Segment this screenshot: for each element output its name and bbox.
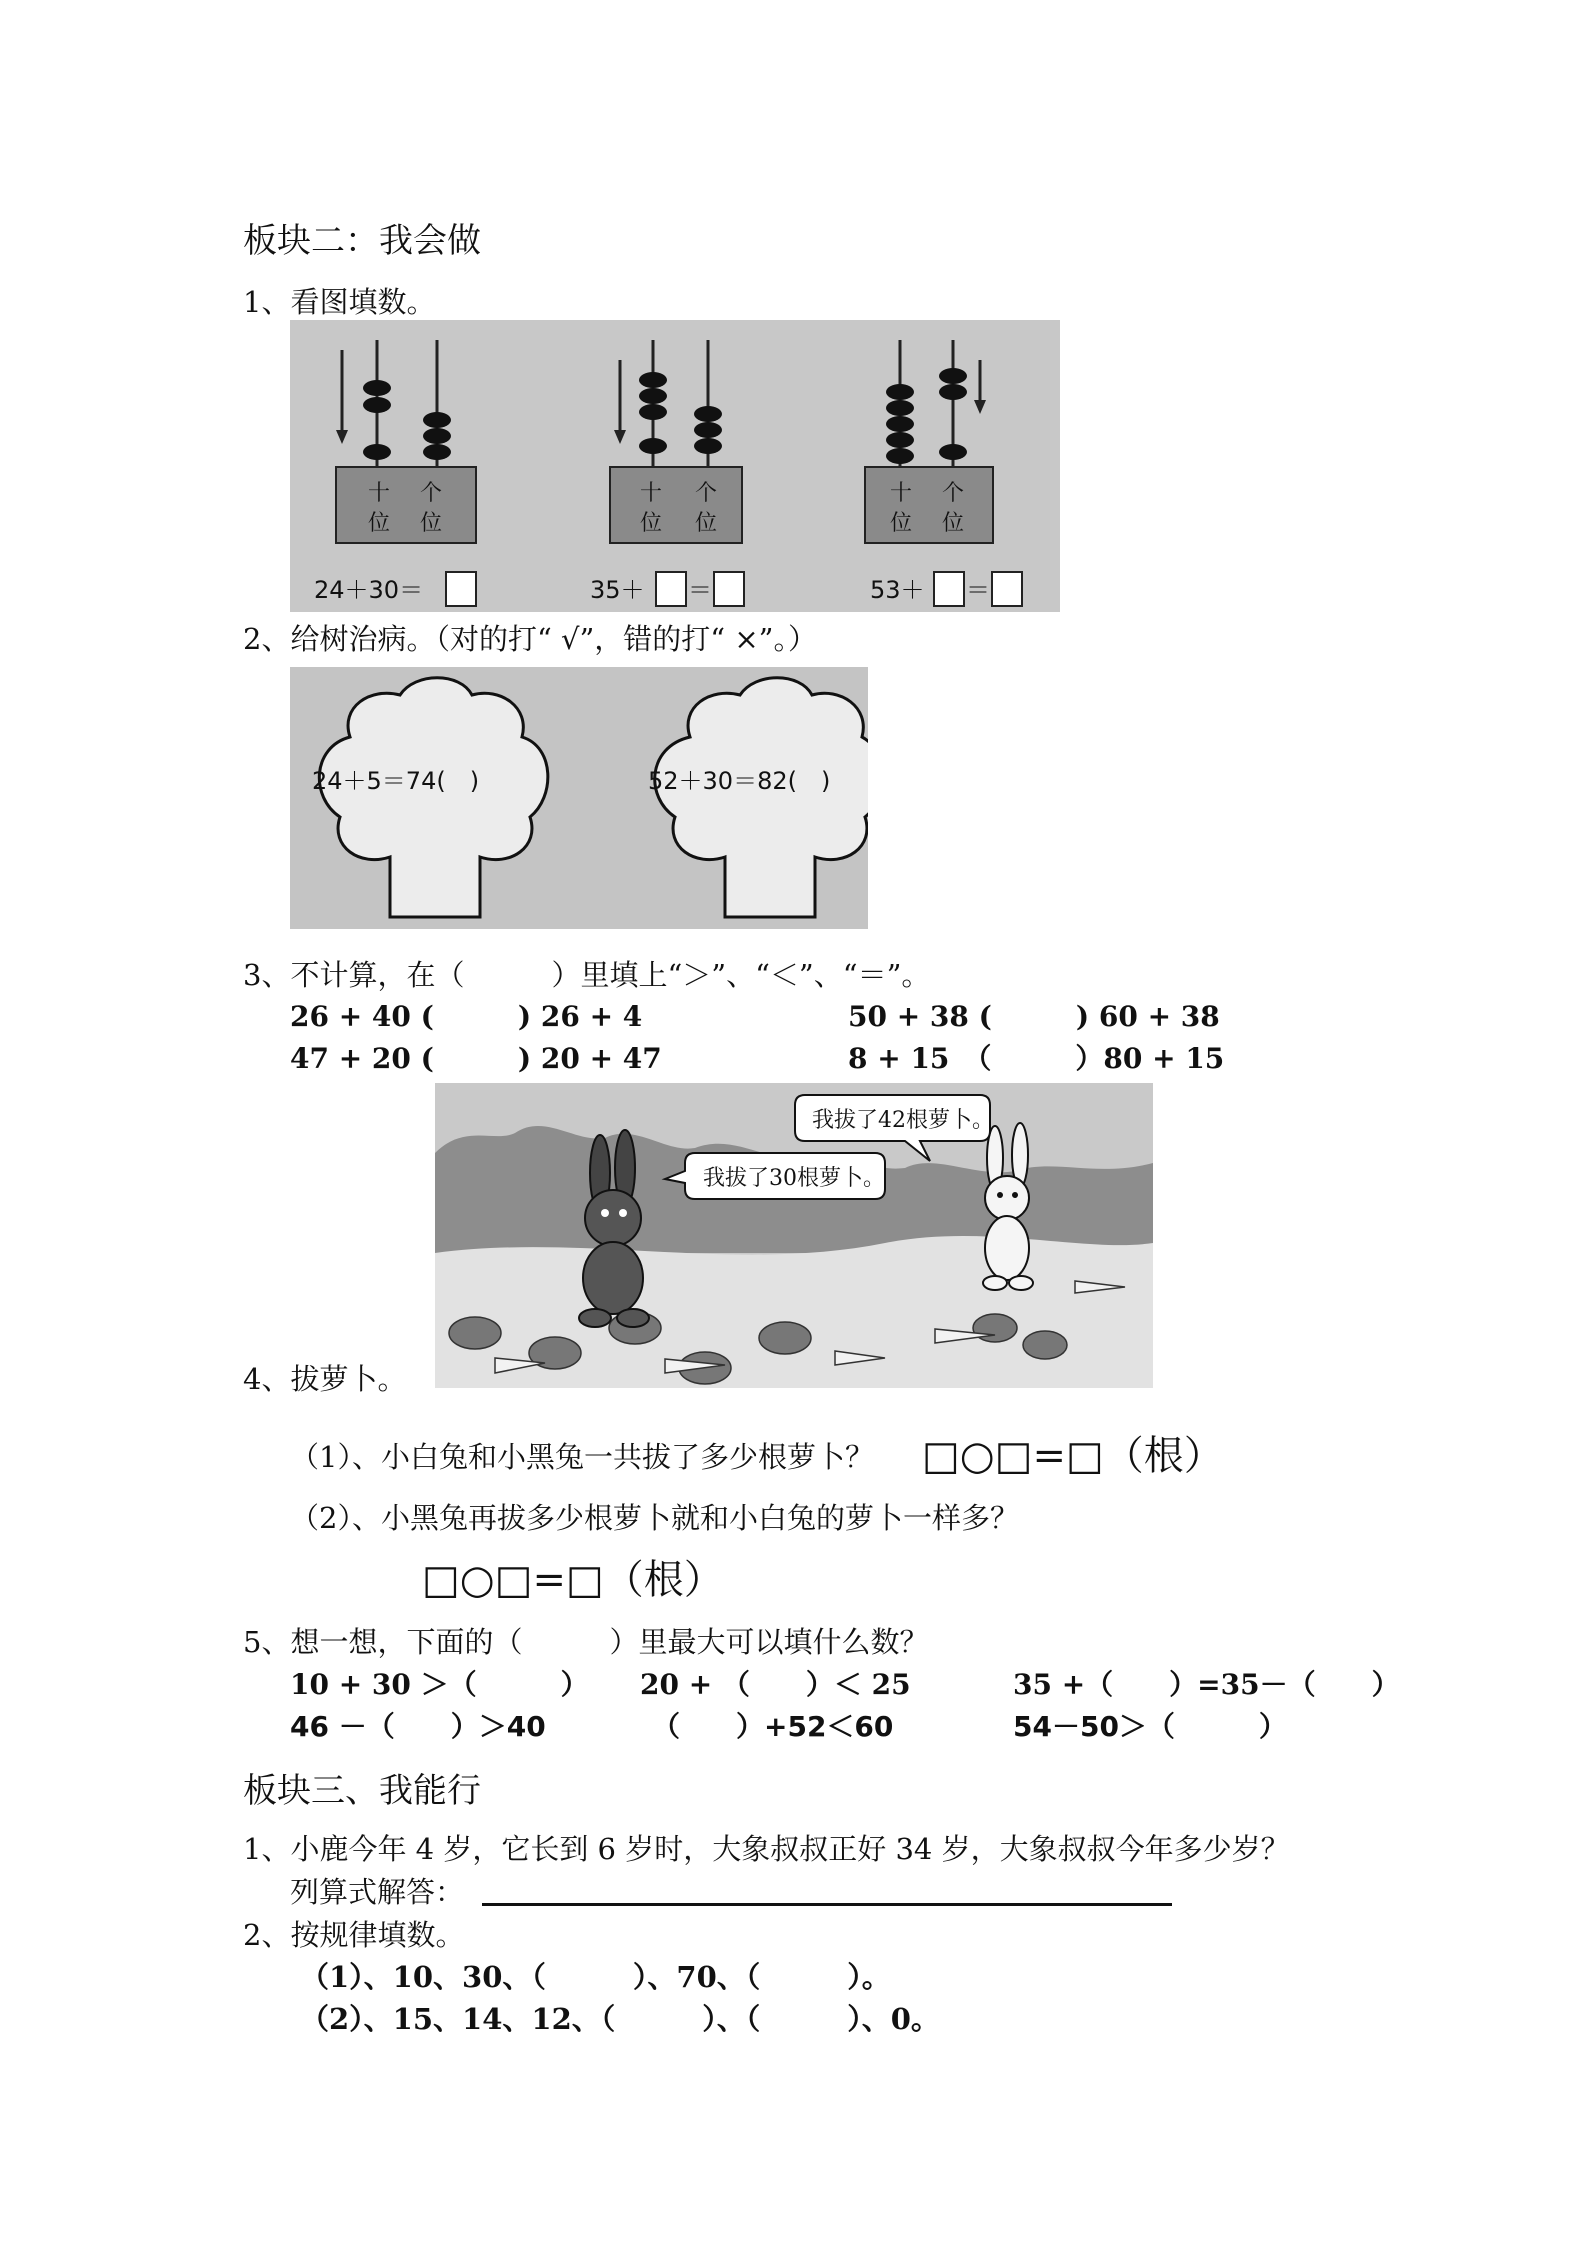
compare-item: 47 + 20 ( ) 20 + 47: [290, 1042, 662, 1075]
rabbits-picture: [435, 1083, 1153, 1388]
answer-prompt: 列算式解答：: [290, 1875, 465, 1909]
question-label: 1、看图填数。: [243, 285, 436, 319]
sequence-item: （1）、10、30、（ ）、70、（ ）。: [300, 1960, 891, 1994]
question-label: 3、不计算，在（ ）里填上“＞”、“＜”、“＝”。: [243, 958, 931, 992]
section-title: 板块三、我能行: [243, 1771, 481, 1811]
question-label: 1、小鹿今年 4 岁，它长到 6 岁时，大象叔叔正好 34 岁，大象叔叔今年多少岁？: [243, 1832, 1290, 1866]
svg-text:位: 位: [368, 511, 391, 536]
svg-text:十: 十: [640, 481, 663, 506]
fill-item: 10 + 30 ＞（ ）: [290, 1668, 589, 1701]
compare-item: 50 + 38 ( ) 60 + 38: [848, 1000, 1220, 1033]
svg-text:35＋: 35＋: [590, 576, 645, 604]
svg-text:位: 位: [695, 511, 718, 536]
fill-item: 35 +（ ）=35－（ ）: [1013, 1668, 1400, 1701]
answer-formula: □○□=□（根）: [922, 1433, 1224, 1479]
fill-item: 20 + （ ）＜ 25: [640, 1668, 911, 1701]
question-label: 5、想一想，下面的（ ）里最大可以填什么数？: [243, 1625, 929, 1659]
question-label: 2、按规律填数。: [243, 1918, 465, 1952]
answer-line: [482, 1903, 1172, 1906]
svg-text:个: 个: [695, 481, 718, 506]
trees-picture: [290, 667, 868, 929]
svg-text:我拔了42根萝卜。: 我拔了42根萝卜。: [812, 1108, 994, 1133]
answer-formula: □○□=□（根）: [422, 1557, 724, 1603]
compare-item: 8 + 15 （ ）80 + 15: [848, 1042, 1225, 1075]
svg-text:十: 十: [368, 481, 391, 506]
svg-text:53＋: 53＋: [870, 576, 925, 604]
svg-text:个: 个: [942, 481, 965, 506]
fill-item: 46 －（ ）＞40: [290, 1710, 546, 1743]
svg-text:位: 位: [420, 511, 443, 536]
svg-text:十: 十: [890, 481, 913, 506]
section-title: 板块二：我会做: [243, 221, 481, 261]
sub-question: （1）、小白兔和小黑兔一共拔了多少根萝卜？: [290, 1440, 874, 1474]
svg-text:＝: ＝: [966, 576, 990, 604]
svg-text:位: 位: [890, 511, 913, 536]
svg-text:我拔了30根萝卜。: 我拔了30根萝卜。: [703, 1166, 885, 1191]
sub-question: （2）、小黑兔再拔多少根萝卜就和小白兔的萝卜一样多？: [290, 1501, 1019, 1535]
svg-text:位: 位: [942, 511, 965, 536]
svg-text:位: 位: [640, 511, 663, 536]
svg-text:个: 个: [420, 481, 443, 506]
question-label: 2、给树治病。（对的打“ √”，错的打“ ×”。）: [243, 622, 817, 656]
svg-text:24＋5＝74( ): 24＋5＝74( ): [312, 767, 480, 795]
fill-item: 54－50＞（ ）: [1013, 1710, 1287, 1743]
fill-item: （ ）+52＜60: [652, 1710, 894, 1743]
svg-text:24＋30＝: 24＋30＝: [314, 576, 424, 604]
sequence-item: （2）、15、14、12、（ ）、（ ）、0。: [300, 2002, 940, 2036]
abacus-picture: [290, 320, 1060, 612]
svg-text:52＋30＝82( ): 52＋30＝82( ): [648, 767, 831, 795]
question-label: 4、拔萝卜。: [243, 1362, 407, 1396]
svg-text:＝: ＝: [688, 576, 712, 604]
compare-item: 26 + 40 ( ) 26 + 4: [290, 1000, 643, 1033]
black-rabbit-speech-bubble: [665, 1153, 885, 1199]
